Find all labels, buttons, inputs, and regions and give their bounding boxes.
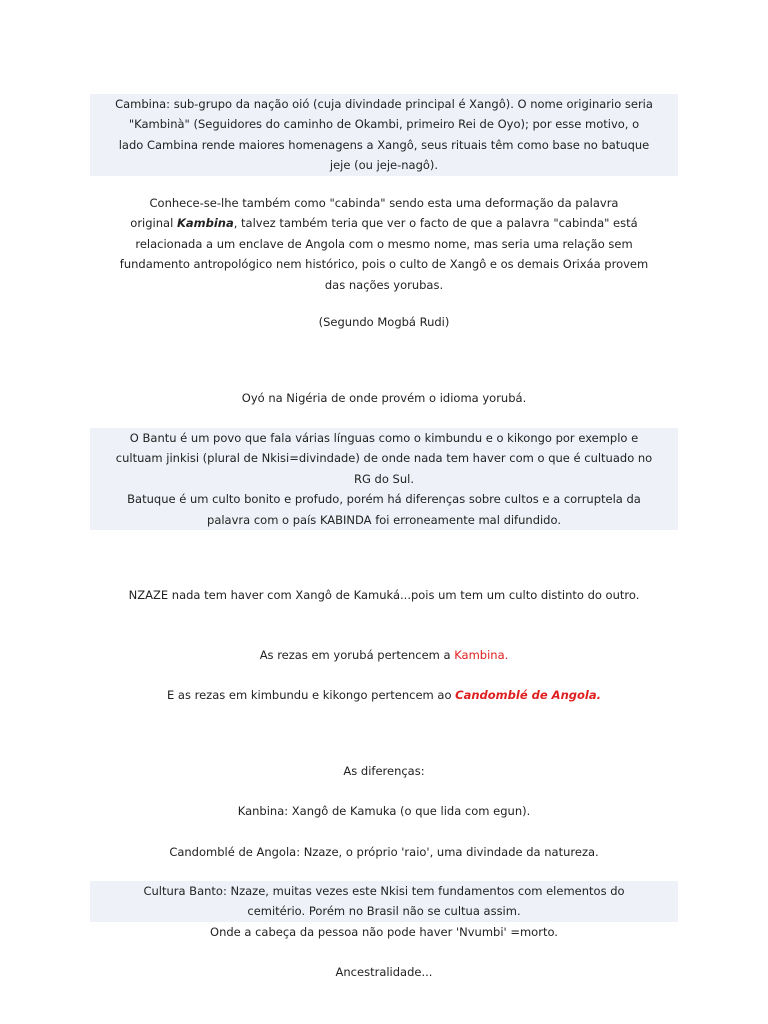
text-line: cultuam jinkisi (plural de Nkisi=divindade) de onde nada tem haver com o que é cultuado no [90, 448, 678, 468]
paragraph-source [90, 312, 678, 332]
paragraph-diferencas-heading [90, 761, 678, 781]
text-line: O Bantu é um povo que fala várias línguas como o kimbundu e o kikongo por exemplo e [90, 428, 678, 448]
text-line: As diferenças: [343, 764, 425, 778]
text-segment: original [130, 216, 177, 231]
highlight-candomble-angola: Candomblé de Angola. [455, 688, 601, 702]
text-line: lado Cambina rende maiores homenagens a Xangô, seus rituais têm como base no batuque [90, 135, 678, 155]
paragraph-bantu [90, 428, 678, 530]
paragraph-rezas-kimbundu [90, 685, 678, 705]
text-line: Candomblé de Angola: Nzaze, o próprio 'raio', uma divindade da natureza. [169, 845, 599, 859]
emphasis-kambina: Kambina [176, 216, 234, 231]
paragraph-cabinda-origin [90, 193, 678, 295]
text-line: (Segundo Mogbá Rudi) [318, 315, 450, 329]
text-line: Oyó na Nigéria de onde provém o idioma yorubá. [241, 391, 527, 405]
text-line: cemitério. Porém no Brasil não se cultua assim. [90, 901, 678, 921]
text-line: Onde a cabeça da pessoa não pode haver 'Nvumbi' =morto. [210, 924, 558, 939]
text-line: relacionada a um enclave de Angola com o mesmo nome, mas seria uma relação sem [135, 236, 633, 251]
text-line: Ancestralidade... [335, 965, 433, 979]
highlight-kambina: Kambina. [454, 648, 509, 662]
text-line: "Kambinà" (Seguidores do caminho de Okambi, primeiro Rei de Oyo); por esse motivo, o [90, 114, 678, 134]
paragraph-rezas-yoruba [90, 645, 678, 665]
paragraph-nzaze [90, 585, 678, 605]
text-segment: As rezas em yorubá pertencem a [259, 648, 455, 662]
text-line [90, 685, 678, 705]
text-line: Cambina: sub-grupo da nação oió (cuja divindade principal é Xangô). O nome originario seria [90, 94, 678, 114]
paragraph-ancestralidade [90, 962, 678, 982]
text-segment: E as rezas em kimbundu e kikongo pertencem ao [167, 688, 456, 702]
text-line: palavra com o país KABINDA foi erroneamente mal difundido. [90, 510, 678, 530]
text-line: NZAZE nada tem haver com Xangô de Kamuká...pois um tem um culto distinto do outro. [128, 588, 640, 602]
paragraph-oyo [90, 388, 678, 408]
text-line: das nações yorubas. [324, 277, 444, 292]
text-line: Conhece-se-lhe também como "cabinda" sendo esta uma deformação da palavra [149, 196, 619, 210]
text-line [90, 645, 678, 665]
paragraph-candomble-angola [90, 842, 678, 862]
text-line: RG do Sul. [90, 469, 678, 489]
text-line: jeje (ou jeje-nagô). [90, 155, 678, 175]
text-segment: , talvez também teria que ver o facto de que a palavra "cabinda" está [233, 216, 638, 231]
text-line: Batuque é um culto bonito e profudo, porém há diferenças sobre cultos e a corruptela da [90, 489, 678, 509]
text-line: fundamento antropológico nem histórico, pois o culto de Xangô e os demais Orixáa provem [119, 257, 649, 272]
paragraph-cultura-banto [90, 881, 678, 942]
text-line: Kanbina: Xangô de Kamuka (o que lida com egun). [237, 804, 531, 818]
text-line [90, 213, 678, 233]
text-line: Cultura Banto: Nzaze, muitas vezes este Nkisi tem fundamentos com elementos do [90, 881, 678, 901]
paragraph-kanbina [90, 801, 678, 821]
paragraph-cambina-definition [90, 94, 678, 176]
